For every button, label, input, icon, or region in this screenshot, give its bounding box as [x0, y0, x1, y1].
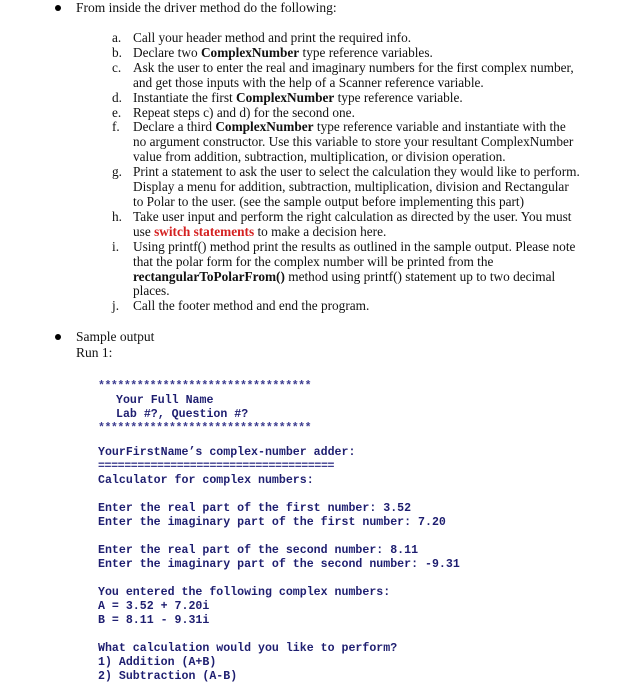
step-text-part: type reference variable and instantiate with the no argument constructor. Use this variable to store your resultant ComplexNumber value from addition, subtraction, multiplication, or division operation. [133, 119, 574, 165]
step-text-part: Call the footer method and end the program. [133, 298, 370, 314]
emphasis-bold: ComplexNumber [236, 89, 335, 105]
step-letter: i. [112, 238, 120, 254]
step-text-part: to make a decision here. [254, 223, 387, 239]
emphasis-bold: ComplexNumber [215, 119, 314, 135]
step-text [133, 31, 582, 46]
second-imag: Enter the imaginary part of the second number: -9.31 [98, 558, 460, 571]
step-text [133, 210, 582, 240]
step-text [133, 299, 582, 314]
steps-list [112, 31, 582, 314]
step-letter: b. [112, 44, 122, 60]
step-item [112, 210, 582, 240]
step-text [133, 240, 582, 300]
step-text-part: Print a statement to ask the user to select the calculation they would like to perform. Display a menu for addition, subtraction, multiplication, division and Rectangular to Polar to the user. (see the sample output before implementing this part) [133, 164, 580, 209]
bullet-icon [55, 334, 61, 340]
intro-text: From inside the driver method do the following: [76, 0, 337, 15]
second-real: Enter the real part of the second number: 8.11 [98, 544, 419, 557]
stars-top: ********************************* [98, 380, 312, 393]
intro-bullet [62, 0, 337, 16]
step-text-part: Take user input and perform the right calculation as directed by the user. You must use [133, 208, 572, 239]
step-letter: g. [112, 164, 122, 180]
step-text-part: method using printf() statement up to two decimal places. [133, 268, 556, 299]
step-text-part: Repeat steps c) and d) for the second one. [133, 104, 355, 120]
step-letter: d. [112, 89, 122, 105]
step-text-part: Using printf() method print the results as outlined in the sample output. Please note that the polar form for the complex number will be printed from the [133, 238, 576, 269]
menu-subtraction: 2) Subtraction (A-B) [98, 670, 238, 683]
step-letter: f. [112, 119, 120, 135]
entered-b: B = 8.11 - 9.31i [98, 614, 210, 627]
step-letter: a. [112, 30, 122, 45]
step-text [133, 61, 582, 91]
step-item [112, 299, 582, 314]
step-text-part: Call your header method and print the required info. [133, 30, 412, 45]
step-letter: c. [112, 59, 122, 75]
emphasis-bold: rectangularToPolarFrom() [133, 268, 285, 284]
step-text [133, 165, 582, 210]
step-item [112, 46, 582, 61]
menu-question: What calculation would you like to perform? [98, 642, 398, 655]
bullet-icon [55, 5, 61, 11]
stars-bottom: ********************************* [98, 422, 312, 435]
step-item [112, 31, 582, 46]
rule-line: ==================================== [98, 460, 335, 473]
adder-title: YourFirstName’s complex-number adder: [98, 446, 356, 459]
step-text-part: Instantiate the first [133, 89, 237, 105]
step-text [133, 120, 582, 165]
step-item [112, 165, 582, 210]
step-text-part: Ask the user to enter the real and imaginary numbers for the first complex number, and get those inputs with the help of a Scanner reference variable. [133, 59, 574, 90]
step-item [112, 61, 582, 91]
step-text-part: Declare a third [133, 119, 216, 135]
calc-line: Calculator for complex numbers: [98, 474, 314, 487]
first-imag: Enter the imaginary part of the first number: 7.20 [98, 516, 446, 529]
step-item [112, 120, 582, 165]
sample-bullet [62, 329, 154, 345]
step-text [133, 46, 582, 61]
step-text-part: Declare two [133, 44, 201, 60]
step-text [133, 106, 582, 121]
emphasis-bold: ComplexNumber [200, 44, 300, 60]
entered-heading: You entered the following complex numbers: [98, 586, 391, 599]
run-label: Run 1: [76, 345, 113, 360]
header-lab: Lab #?, Question #? [116, 408, 249, 421]
menu-addition: 1) Addition (A+B) [98, 656, 217, 669]
step-item [112, 106, 582, 121]
sample-heading: Sample output [76, 329, 155, 344]
step-item [112, 240, 582, 300]
entered-a: A = 3.52 + 7.20i [98, 600, 210, 613]
emphasis-red: switch statements [154, 223, 255, 239]
step-letter: e. [112, 104, 122, 120]
step-letter: j. [112, 298, 120, 314]
step-text-part: type reference variable. [334, 89, 463, 105]
step-text-part: type reference variables. [299, 44, 433, 60]
step-letter: h. [112, 208, 122, 224]
header-name: Your Full Name [116, 394, 214, 407]
first-real: Enter the real part of the first number: 3.52 [98, 502, 412, 515]
step-item [112, 91, 582, 106]
step-text [133, 91, 582, 106]
